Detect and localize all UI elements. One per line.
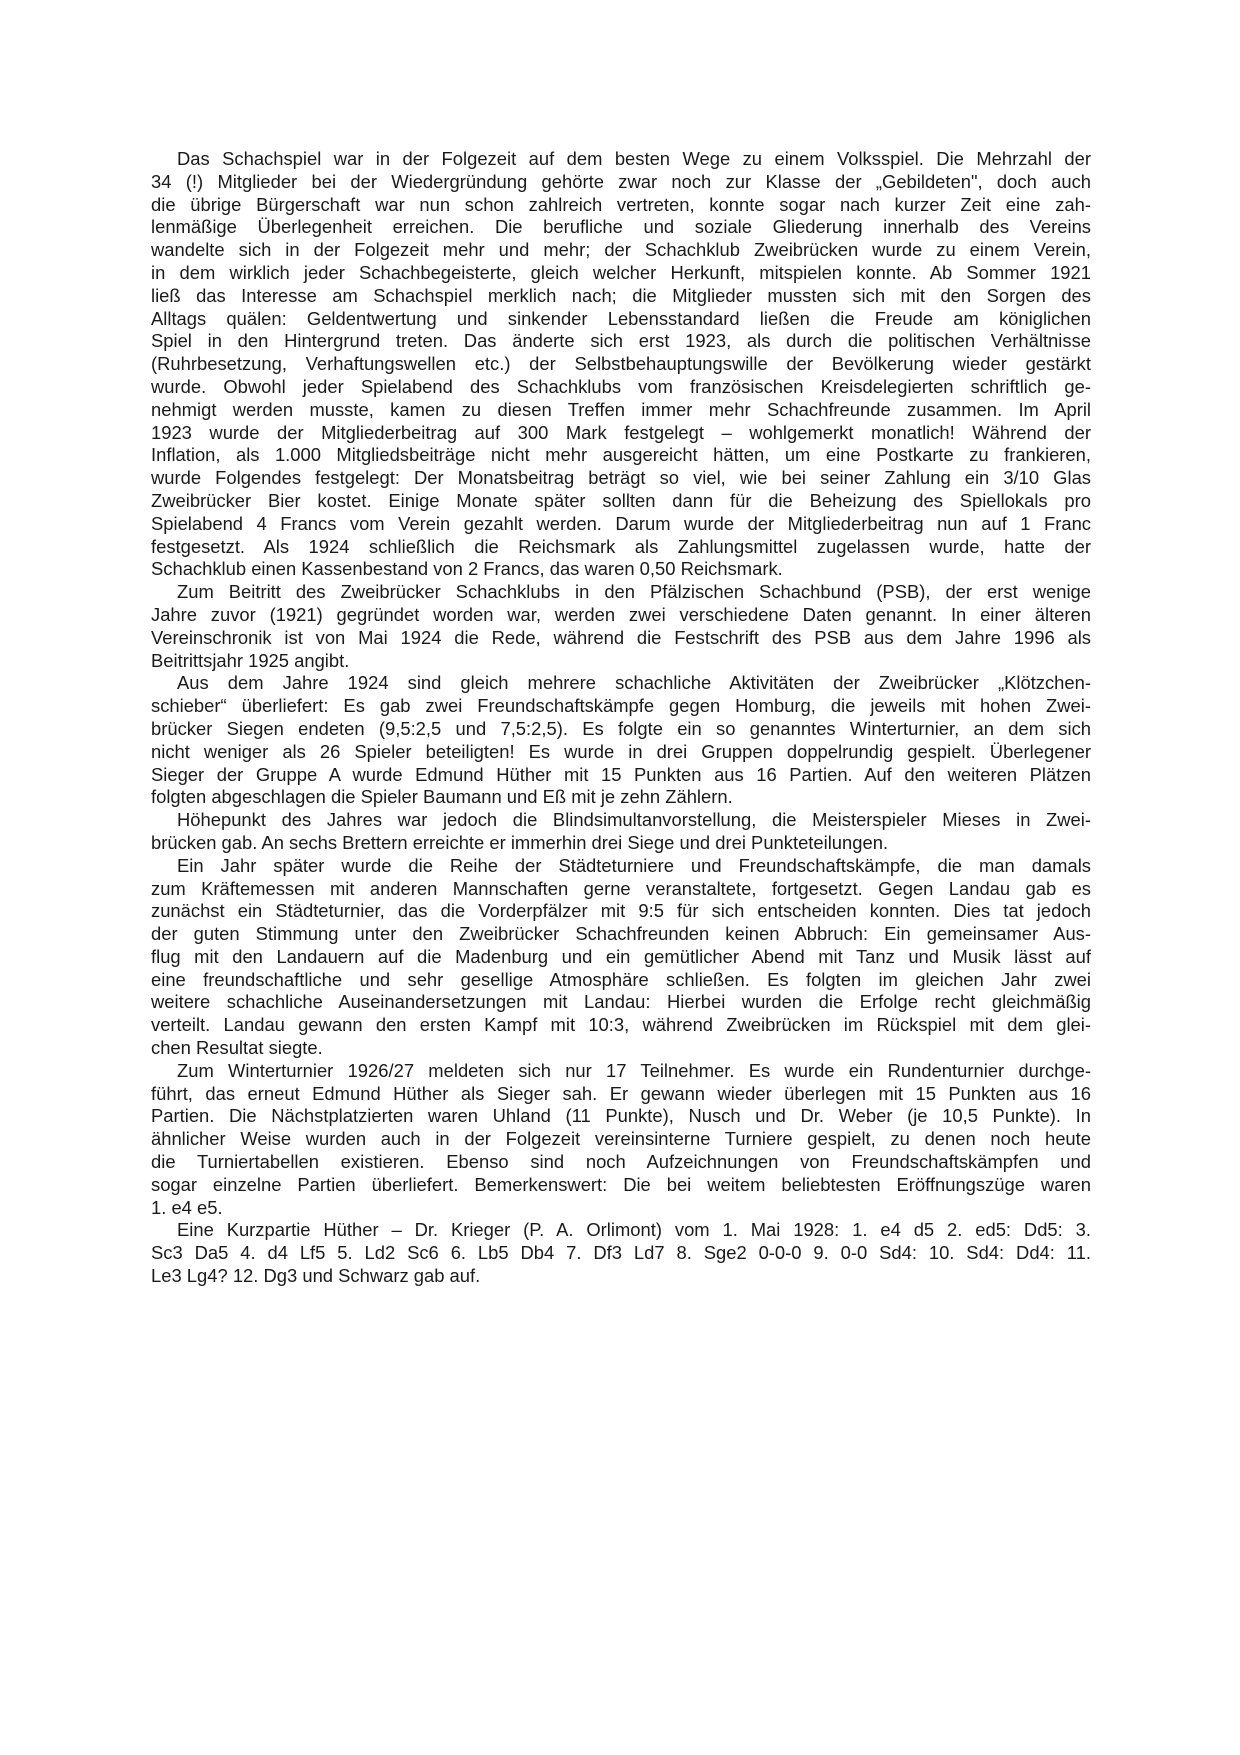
- text-line: weitere schachliche Auseinandersetzungen mit Landau: Hierbei wurden die Erfolge recht gleichmäßig: [151, 991, 1091, 1013]
- text-line: Spielabend 4 Francs vom Verein gezahlt werden. Darum wurde der Mitgliederbeitrag nun auf 1 Franc: [151, 512, 1091, 534]
- text-line: in dem wirklich jeder Schachbegeisterte, gleich welcher Herkunft, mitspielen konnte. Ab Sommer 1921: [151, 261, 1091, 283]
- text-line: Sc3 Da5 4. d4 Lf5 5. Ld2 Sc6 6. Lb5 Db4 7. Df3 Ld7 8. Sge2 0-0-0 9. 0-0 Sd4: 10. Sd4: Dd4: 11.: [151, 1242, 1091, 1264]
- paragraph: [151, 809, 1091, 855]
- text-line: verteilt. Landau gewann den ersten Kampf mit 10:3, während Zweibrücken im Rückspiel mit dem glei-: [151, 1014, 1091, 1036]
- text-line: wandelte sich in der Folgezeit mehr und mehr; der Schachklub Zweibrücken wurde zu einem Verein,: [151, 239, 1091, 261]
- paragraph: [151, 672, 1091, 809]
- text-line: Vereinschronik ist von Mai 1924 die Rede, während die Festschrift des PSB aus dem Jahre 1996 als: [151, 626, 1091, 648]
- text-line: brücker Siegen endeten (9,5:2,5 und 7,5:2,5). Es folgte ein so genanntes Winterturnier, an dem sich: [151, 717, 1091, 739]
- text-line: wurde Folgendes festgelegt: Der Monatsbeitrag beträgt so viel, wie bei seiner Zahlung ein 3/10 Glas: [151, 467, 1091, 489]
- text-line: brücken gab. An sechs Brettern erreichte er immerhin drei Siege und drei Punkteteilungen.: [151, 831, 889, 853]
- text-line: folgten abgeschlagen die Spieler Baumann und Eß mit je zehn Zählern.: [151, 786, 733, 808]
- text-line: Eine Kurzpartie Hüther – Dr. Krieger (P. A. Orlimont) vom 1. Mai 1928: 1. e4 d5 2. ed5: Dd5: 3.: [177, 1219, 1091, 1241]
- text-line: 34 (!) Mitglieder bei der Wiedergründung gehörte zwar noch zur Klasse der „Gebildeten", doch auch: [151, 170, 1091, 192]
- text-line: Sieger der Gruppe A wurde Edmund Hüther mit 15 Punkten aus 16 Partien. Auf den weiteren Plätzen: [151, 763, 1091, 785]
- text-line: Zum Winterturnier 1926/27 meldeten sich nur 17 Teilnehmer. Es wurde ein Rundenturnier durchge-: [177, 1059, 1091, 1081]
- text-line: Ein Jahr später wurde die Reihe der Städteturniere und Freundschaftskämpfe, die man damals: [177, 854, 1091, 876]
- text-line: Alltags quälen: Geldentwertung und sinkender Lebensstandard ließen die Freude am königlichen: [151, 307, 1091, 329]
- text-line: der guten Stimmung unter den Zweibrücker Schachfreunden keinen Abbruch: Ein gemeinsamer Aus-: [151, 923, 1091, 945]
- text-line: Jahre zuvor (1921) gegründet worden war, werden zwei verschiedene Daten genannt. In einer älteren: [151, 603, 1091, 625]
- text-line: lenmäßige Überlegenheit erreichen. Die berufliche und soziale Gliederung innerhalb des Vereins: [151, 216, 1091, 238]
- text-line: wurde. Obwohl jeder Spielabend des Schachklubs vom französischen Kreisdelegierten schriftlich ge-: [151, 375, 1091, 397]
- text-line: Partien. Die Nächstplatzierten waren Uhland (11 Punkte), Nusch und Dr. Weber (je 10,5 Punkte). In: [151, 1105, 1091, 1127]
- text-line: nicht weniger als 26 Spieler beteiligten! Es wurde in drei Gruppen doppelrundig gespielt. Überlegener: [151, 740, 1091, 762]
- text-line: Inflation, als 1.000 Mitgliedsbeiträge nicht mehr ausgereicht hätten, um eine Postkarte zu frankieren,: [151, 444, 1091, 466]
- text-line: Aus dem Jahre 1924 sind gleich mehrere schachliche Aktivitäten der Zweibrücker „Klötzchen-: [177, 672, 1091, 694]
- text-line: ließ das Interesse am Schachspiel merklich nach; die Mitglieder mussten sich mit den Sorgen des: [151, 284, 1091, 306]
- body-text: [151, 148, 1091, 1288]
- text-line: Zweibrücker Bier kostet. Einige Monate später sollten dann für die Beheizung des Spiellokals pro: [151, 489, 1091, 511]
- paragraph: [151, 1060, 1091, 1220]
- text-line: die übrige Bürgerschaft war nun schon zahlreich vertreten, konnte sogar nach kurzer Zeit eine zah-: [151, 193, 1091, 215]
- text-line: 1. e4 e5.: [151, 1196, 223, 1218]
- paragraph: [151, 1219, 1091, 1287]
- text-line: chen Resultat siegte.: [151, 1037, 323, 1059]
- text-line: ähnlicher Weise wurden auch in der Folgezeit vereinsinterne Turniere gespielt, zu denen noch heute: [151, 1128, 1091, 1150]
- text-line: festgesetzt. Als 1924 schließlich die Reichsmark als Zahlungsmittel zugelassen wurde, hatte der: [151, 535, 1091, 557]
- text-line: nehmigt werden musste, kamen zu diesen Treffen immer mehr Schachfreunde zusammen. Im April: [151, 398, 1091, 420]
- text-line: zunächst ein Städteturnier, das die Vorderpfälzer mit 9:5 für sich entscheiden konnten. Dies tat jedoch: [151, 900, 1091, 922]
- paragraph: [151, 581, 1091, 672]
- text-line: die Turniertabellen existieren. Ebenso sind noch Aufzeichnungen von Freundschaftskämpfen und: [151, 1151, 1091, 1173]
- text-line: Le3 Lg4? 12. Dg3 und Schwarz gab auf.: [151, 1265, 481, 1287]
- paragraph: [151, 855, 1091, 1060]
- text-line: sogar einzelne Partien überliefert. Bemerkenswert: Die bei weitem beliebtesten Eröffnungszüge waren: [151, 1173, 1091, 1195]
- text-line: Zum Beitritt des Zweibrücker Schachklubs in den Pfälzischen Schachbund (PSB), der erst wenige: [177, 581, 1091, 603]
- text-line: 1923 wurde der Mitgliederbeitrag auf 300 Mark festgelegt – wohlgemerkt monatlich! Während der: [151, 421, 1091, 443]
- text-line: Schachklub einen Kassenbestand von 2 Francs, das waren 0,50 Reichsmark.: [151, 558, 783, 580]
- text-line: führt, das erneut Edmund Hüther als Sieger sah. Er gewann wieder überlegen mit 15 Punkten aus 16: [151, 1082, 1091, 1104]
- text-line: Beitrittsjahr 1925 angibt.: [151, 649, 350, 671]
- text-line: schieber“ überliefert: Es gab zwei Freundschaftskämpfe gegen Homburg, die jeweils mit hohen Zwei-: [151, 695, 1091, 717]
- text-line: zum Kräftemessen mit anderen Mannschaften gerne veranstaltete, fortgesetzt. Gegen Landau gab es: [151, 877, 1091, 899]
- text-line: Höhepunkt des Jahres war jedoch die Blindsimultanvorstellung, die Meisterspieler Mieses in Zwei-: [177, 809, 1091, 831]
- paragraph: [151, 148, 1091, 581]
- text-line: flug mit den Landauern auf die Madenburg und ein gemütlicher Abend mit Tanz und Musik lässt auf: [151, 945, 1091, 967]
- text-line: (Ruhrbesetzung, Verhaftungswellen etc.) der Selbstbehauptungswille der Bevölkerung wieder gestärkt: [151, 353, 1091, 375]
- text-line: Spiel in den Hintergrund treten. Das änderte sich erst 1923, als durch die politischen Verhältnisse: [151, 330, 1091, 352]
- text-line: eine freundschaftliche und sehr gesellige Atmosphäre schließen. Es folgten im gleichen Jahr zwei: [151, 968, 1091, 990]
- text-line: Das Schachspiel war in der Folgezeit auf dem besten Wege zu einem Volksspiel. Die Mehrzahl der: [177, 148, 1091, 169]
